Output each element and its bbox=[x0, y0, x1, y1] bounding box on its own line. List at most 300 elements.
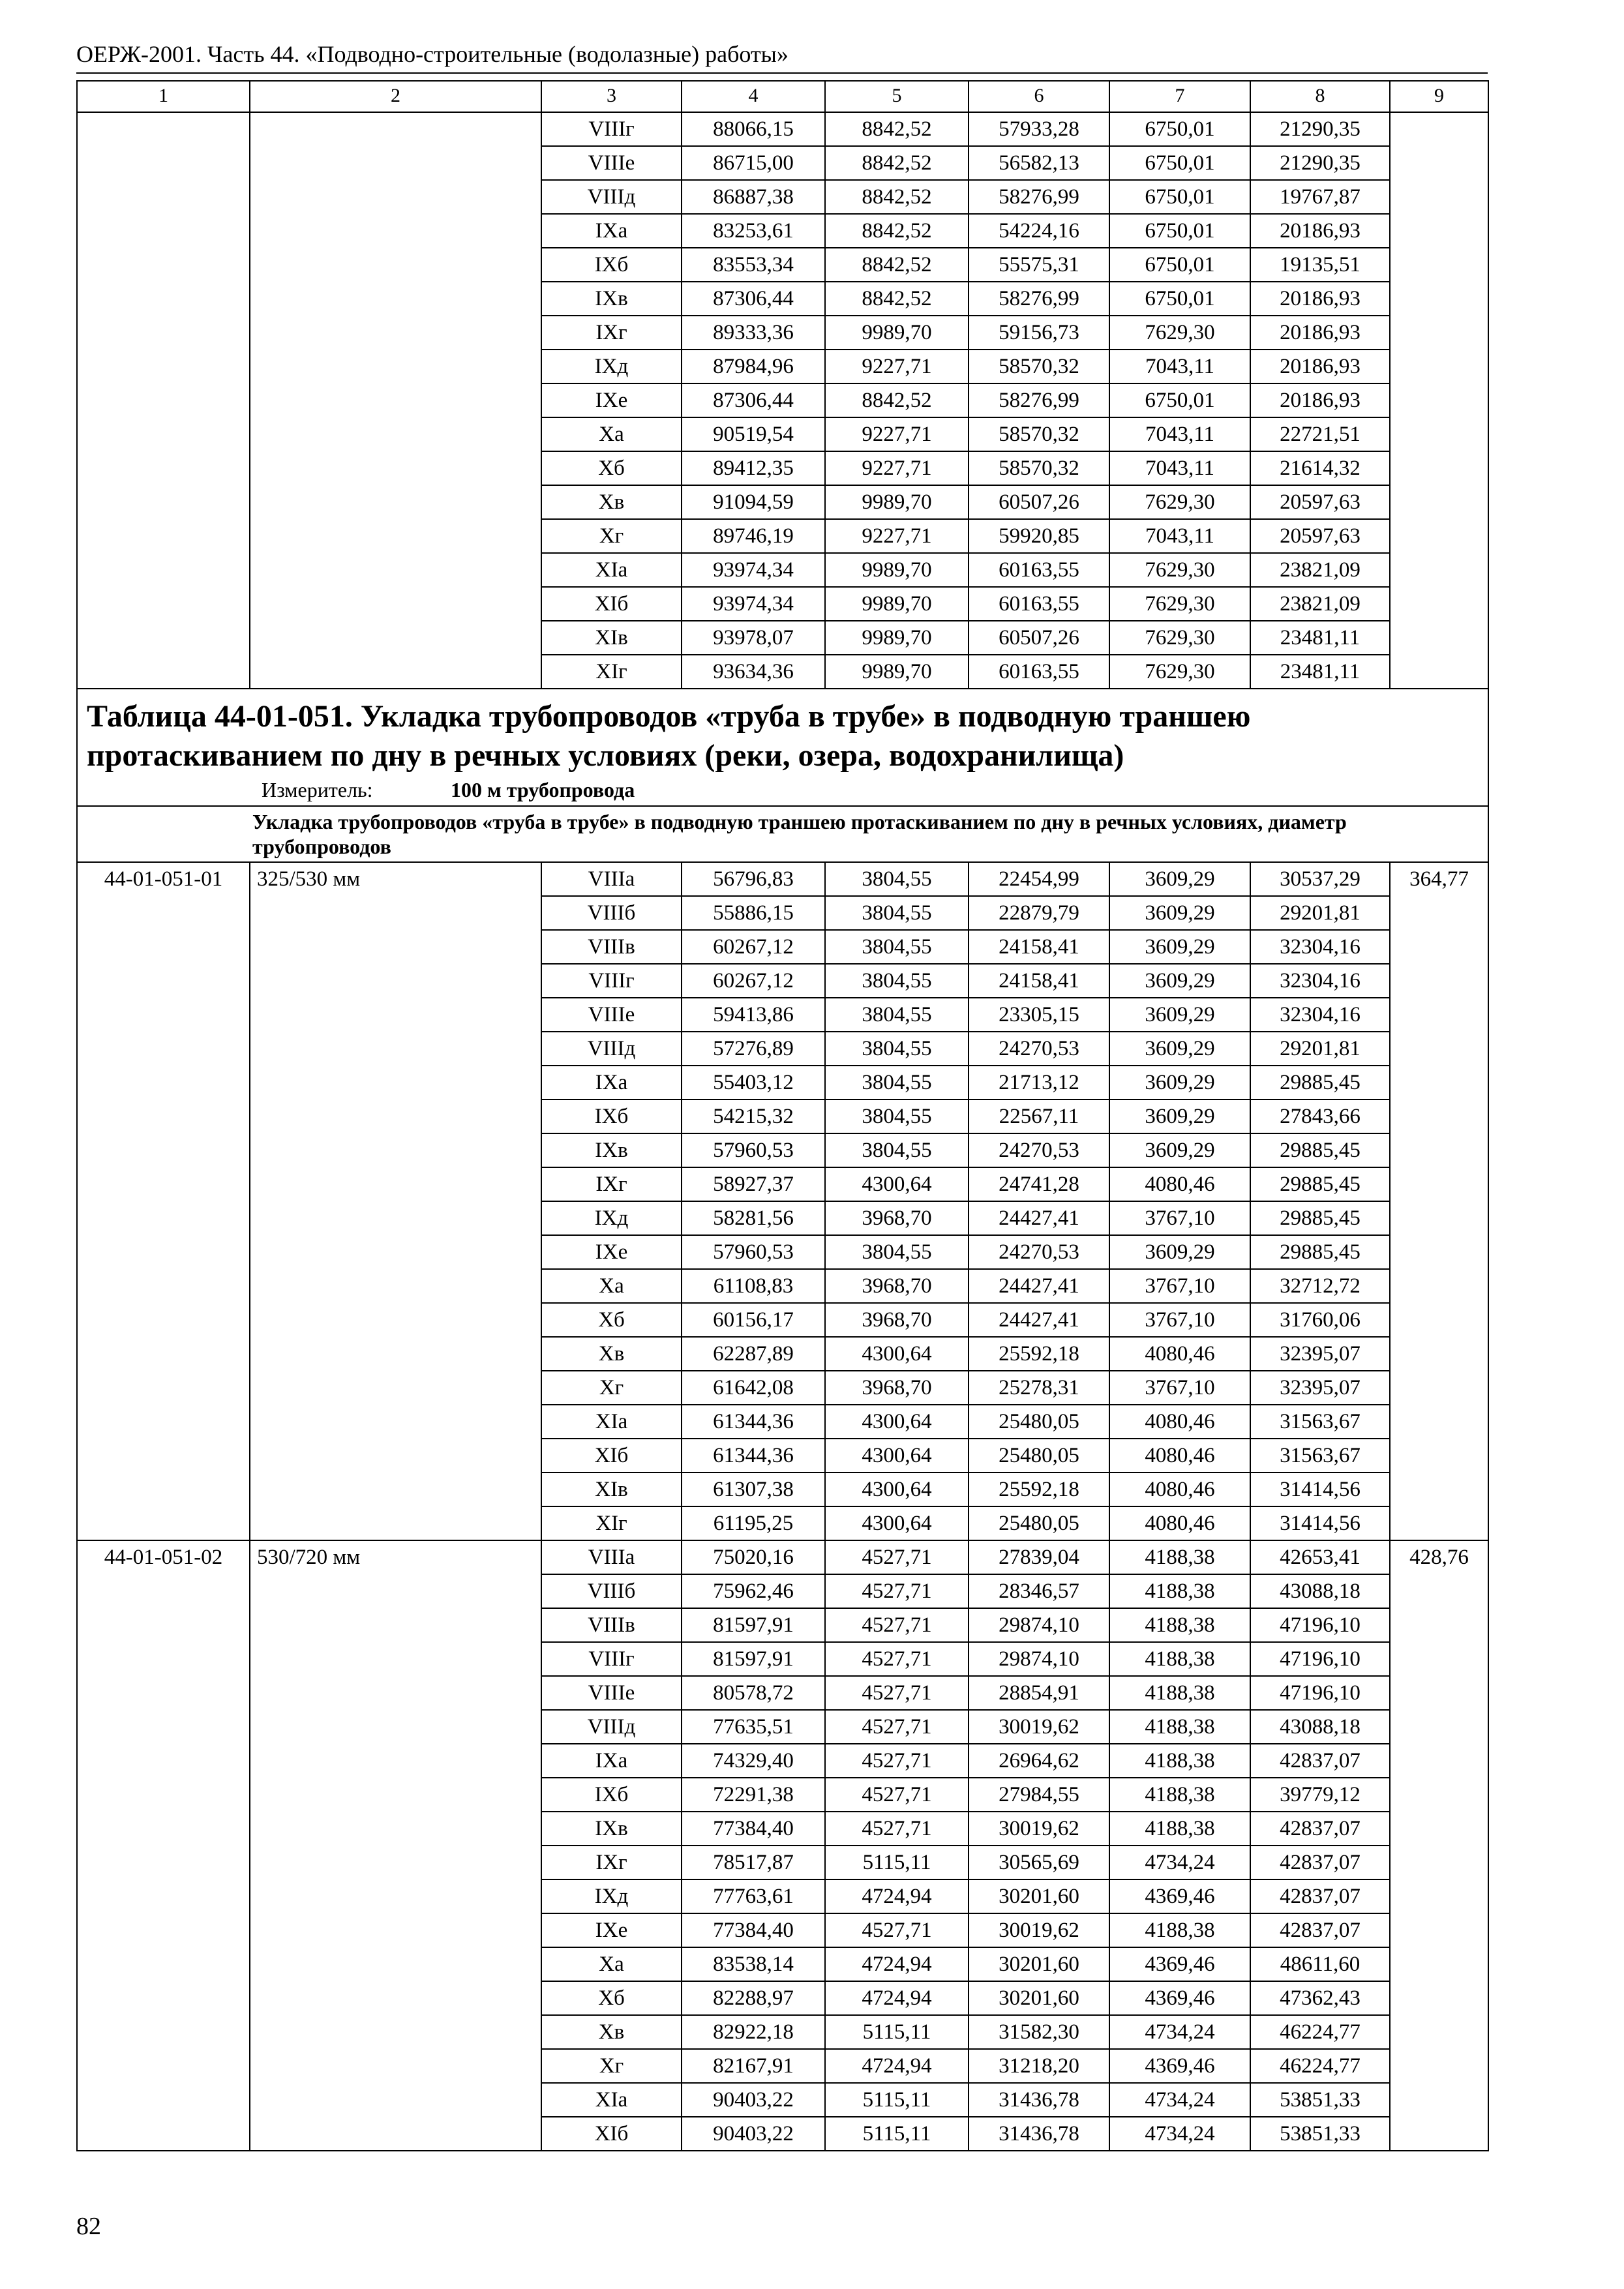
price-table-sheet bbox=[76, 80, 1488, 2151]
value-cell: 31563,67 bbox=[1250, 1405, 1390, 1439]
value-cell: 3767,10 bbox=[1109, 1269, 1250, 1303]
column-number: 2 bbox=[250, 81, 541, 112]
value-cell: 82167,91 bbox=[682, 2049, 825, 2083]
value-cell: 90403,22 bbox=[682, 2117, 825, 2151]
unit-label: Измеритель: bbox=[262, 778, 373, 801]
value-cell: 3609,29 bbox=[1109, 896, 1250, 930]
value-cell: 7043,11 bbox=[1109, 350, 1250, 383]
value-cell: 31760,06 bbox=[1250, 1303, 1390, 1337]
value-cell: 25592,18 bbox=[969, 1473, 1109, 1506]
value-cell: 29201,81 bbox=[1250, 896, 1390, 930]
value-cell: 7043,11 bbox=[1109, 519, 1250, 553]
zone-cell: VIIIг bbox=[541, 1642, 682, 1676]
rate-code: 44-01-051-01 bbox=[77, 862, 250, 1540]
table-title-cell bbox=[77, 689, 1488, 806]
value-cell: 30201,60 bbox=[969, 1981, 1109, 2015]
value-cell: 9989,70 bbox=[825, 621, 969, 655]
price-table bbox=[76, 80, 1489, 2151]
value-cell: 4527,71 bbox=[825, 1744, 969, 1778]
value-cell: 82922,18 bbox=[682, 2015, 825, 2049]
value-cell: 60507,26 bbox=[969, 621, 1109, 655]
column-number-row bbox=[77, 81, 1488, 112]
table-row bbox=[77, 112, 1488, 146]
value-cell: 82288,97 bbox=[682, 1981, 825, 2015]
value-cell: 21713,12 bbox=[969, 1066, 1109, 1100]
value-cell: 80578,72 bbox=[682, 1676, 825, 1710]
zone-cell: IXа bbox=[541, 1744, 682, 1778]
value-cell: 91094,59 bbox=[682, 485, 825, 519]
value-cell: 4734,24 bbox=[1109, 2083, 1250, 2117]
value-cell: 7043,11 bbox=[1109, 451, 1250, 485]
value-cell: 29885,45 bbox=[1250, 1167, 1390, 1201]
value-cell: 32395,07 bbox=[1250, 1337, 1390, 1371]
zone-cell: VIIIд bbox=[541, 1032, 682, 1066]
value-cell: 54215,32 bbox=[682, 1100, 825, 1133]
value-cell: 3968,70 bbox=[825, 1371, 969, 1405]
value-cell: 30019,62 bbox=[969, 1812, 1109, 1846]
zone-cell: IXа bbox=[541, 214, 682, 248]
value-cell: 61307,38 bbox=[682, 1473, 825, 1506]
value-cell: 31414,56 bbox=[1250, 1506, 1390, 1540]
value-cell: 4080,46 bbox=[1109, 1337, 1250, 1371]
value-cell: 20186,93 bbox=[1250, 214, 1390, 248]
zone-cell: IXв bbox=[541, 282, 682, 316]
zone-cell: IXе bbox=[541, 1913, 682, 1947]
value-cell: 4734,24 bbox=[1109, 2117, 1250, 2151]
value-cell: 4188,38 bbox=[1109, 1913, 1250, 1947]
value-cell: 21290,35 bbox=[1250, 112, 1390, 146]
value-cell: 3804,55 bbox=[825, 930, 969, 964]
value-cell: 25480,05 bbox=[969, 1405, 1109, 1439]
code-cell bbox=[77, 112, 250, 689]
value-cell: 89412,35 bbox=[682, 451, 825, 485]
value-cell: 4080,46 bbox=[1109, 1167, 1250, 1201]
unit-value: 100 м трубопровода bbox=[451, 778, 635, 801]
zone-cell: IXд bbox=[541, 350, 682, 383]
value-cell: 4527,71 bbox=[825, 1710, 969, 1744]
value-cell: 29201,81 bbox=[1250, 1032, 1390, 1066]
value-cell: 8842,52 bbox=[825, 146, 969, 180]
value-cell: 20186,93 bbox=[1250, 316, 1390, 350]
rate-code: 44-01-051-02 bbox=[77, 1540, 250, 2151]
value-cell: 31414,56 bbox=[1250, 1473, 1390, 1506]
value-cell: 4734,24 bbox=[1109, 1846, 1250, 1879]
value-cell: 25480,05 bbox=[969, 1439, 1109, 1473]
value-cell: 47196,10 bbox=[1250, 1642, 1390, 1676]
zone-cell: Xв bbox=[541, 485, 682, 519]
value-cell: 30019,62 bbox=[969, 1710, 1109, 1744]
value-cell: 24427,41 bbox=[969, 1269, 1109, 1303]
value-cell: 25592,18 bbox=[969, 1337, 1109, 1371]
value-cell: 43088,18 bbox=[1250, 1710, 1390, 1744]
value-cell: 58570,32 bbox=[969, 451, 1109, 485]
table-row bbox=[77, 862, 1488, 896]
value-cell: 4080,46 bbox=[1109, 1439, 1250, 1473]
value-cell: 42653,41 bbox=[1250, 1540, 1390, 1574]
value-cell: 60163,55 bbox=[969, 553, 1109, 587]
zone-cell: XIв bbox=[541, 1473, 682, 1506]
value-cell: 24270,53 bbox=[969, 1032, 1109, 1066]
zone-cell: XIа bbox=[541, 2083, 682, 2117]
table-title-row bbox=[77, 689, 1488, 806]
value-cell: 24270,53 bbox=[969, 1235, 1109, 1269]
col9-cell bbox=[1390, 112, 1488, 689]
value-cell: 4527,71 bbox=[825, 1676, 969, 1710]
value-cell: 77384,40 bbox=[682, 1812, 825, 1846]
value-cell: 4188,38 bbox=[1109, 1778, 1250, 1812]
value-cell: 29885,45 bbox=[1250, 1133, 1390, 1167]
value-cell: 4724,94 bbox=[825, 2049, 969, 2083]
value-cell: 53851,33 bbox=[1250, 2117, 1390, 2151]
value-cell: 3804,55 bbox=[825, 964, 969, 998]
value-cell: 4080,46 bbox=[1109, 1506, 1250, 1540]
value-cell: 23481,11 bbox=[1250, 621, 1390, 655]
zone-cell: IXб bbox=[541, 1100, 682, 1133]
value-cell: 60156,17 bbox=[682, 1303, 825, 1337]
value-cell: 42837,07 bbox=[1250, 1879, 1390, 1913]
value-cell: 77763,61 bbox=[682, 1879, 825, 1913]
zone-cell: XIв bbox=[541, 621, 682, 655]
zone-cell: Xб bbox=[541, 1303, 682, 1337]
zone-cell: VIIIе bbox=[541, 998, 682, 1032]
value-cell: 57276,89 bbox=[682, 1032, 825, 1066]
value-cell: 83538,14 bbox=[682, 1947, 825, 1981]
value-cell: 4300,64 bbox=[825, 1337, 969, 1371]
value-cell: 21614,32 bbox=[1250, 451, 1390, 485]
value-cell: 5115,11 bbox=[825, 2015, 969, 2049]
zone-cell: IXг bbox=[541, 1167, 682, 1201]
page-number: 82 bbox=[76, 2213, 101, 2240]
value-cell: 61344,36 bbox=[682, 1405, 825, 1439]
column-number: 8 bbox=[1250, 81, 1390, 112]
value-cell: 88066,15 bbox=[682, 112, 825, 146]
value-cell: 86715,00 bbox=[682, 146, 825, 180]
value-cell: 6750,01 bbox=[1109, 214, 1250, 248]
value-cell: 9989,70 bbox=[825, 553, 969, 587]
value-cell: 9227,71 bbox=[825, 519, 969, 553]
value-cell: 61195,25 bbox=[682, 1506, 825, 1540]
value-cell: 32304,16 bbox=[1250, 964, 1390, 998]
value-cell: 4527,71 bbox=[825, 1812, 969, 1846]
value-cell: 4188,38 bbox=[1109, 1642, 1250, 1676]
zone-cell: IXе bbox=[541, 1235, 682, 1269]
value-cell: 8842,52 bbox=[825, 214, 969, 248]
value-cell: 93978,07 bbox=[682, 621, 825, 655]
value-cell: 3968,70 bbox=[825, 1269, 969, 1303]
zone-cell: XIг bbox=[541, 1506, 682, 1540]
value-cell: 58570,32 bbox=[969, 417, 1109, 451]
value-cell: 4300,64 bbox=[825, 1405, 969, 1439]
value-cell: 6750,01 bbox=[1109, 282, 1250, 316]
zone-cell: VIIIа bbox=[541, 1540, 682, 1574]
value-cell: 7629,30 bbox=[1109, 587, 1250, 621]
value-cell: 60267,12 bbox=[682, 930, 825, 964]
value-cell: 30019,62 bbox=[969, 1913, 1109, 1947]
value-cell: 89333,36 bbox=[682, 316, 825, 350]
value-cell: 4369,46 bbox=[1109, 1947, 1250, 1981]
value-cell: 58927,37 bbox=[682, 1167, 825, 1201]
value-cell: 30537,29 bbox=[1250, 862, 1390, 896]
value-cell: 30565,69 bbox=[969, 1846, 1109, 1879]
value-cell: 4300,64 bbox=[825, 1439, 969, 1473]
value-cell: 20597,63 bbox=[1250, 519, 1390, 553]
value-cell: 8842,52 bbox=[825, 112, 969, 146]
value-cell: 8842,52 bbox=[825, 180, 969, 214]
value-cell: 57960,53 bbox=[682, 1235, 825, 1269]
value-cell: 7043,11 bbox=[1109, 417, 1250, 451]
value-cell: 9227,71 bbox=[825, 417, 969, 451]
value-cell: 25480,05 bbox=[969, 1506, 1109, 1540]
zone-cell: Xв bbox=[541, 1337, 682, 1371]
value-cell: 47196,10 bbox=[1250, 1608, 1390, 1642]
zone-cell: XIа bbox=[541, 1405, 682, 1439]
value-cell: 42837,07 bbox=[1250, 1913, 1390, 1947]
zone-cell: VIIIг bbox=[541, 112, 682, 146]
zone-cell: IXг bbox=[541, 316, 682, 350]
value-cell: 26964,62 bbox=[969, 1744, 1109, 1778]
value-cell: 24427,41 bbox=[969, 1303, 1109, 1337]
value-cell: 43088,18 bbox=[1250, 1574, 1390, 1608]
zone-cell: XIб bbox=[541, 587, 682, 621]
value-cell: 7629,30 bbox=[1109, 621, 1250, 655]
value-cell: 4188,38 bbox=[1109, 1574, 1250, 1608]
value-cell: 72291,38 bbox=[682, 1778, 825, 1812]
value-cell: 61108,83 bbox=[682, 1269, 825, 1303]
value-cell: 78517,87 bbox=[682, 1846, 825, 1879]
value-cell: 23481,11 bbox=[1250, 655, 1390, 689]
zone-cell: VIIIв bbox=[541, 1608, 682, 1642]
value-cell: 55403,12 bbox=[682, 1066, 825, 1100]
column-number: 6 bbox=[969, 81, 1109, 112]
zone-cell: IXа bbox=[541, 1066, 682, 1100]
pipe-diameter: 530/720 мм bbox=[250, 1540, 541, 2151]
value-cell: 7629,30 bbox=[1109, 316, 1250, 350]
value-cell: 20597,63 bbox=[1250, 485, 1390, 519]
value-cell: 81597,91 bbox=[682, 1608, 825, 1642]
value-cell: 7629,30 bbox=[1109, 655, 1250, 689]
zone-cell: Xг bbox=[541, 2049, 682, 2083]
zone-cell: XIг bbox=[541, 655, 682, 689]
value-cell: 3968,70 bbox=[825, 1303, 969, 1337]
value-cell: 4724,94 bbox=[825, 1947, 969, 1981]
value-cell: 24158,41 bbox=[969, 964, 1109, 998]
value-cell: 20186,93 bbox=[1250, 350, 1390, 383]
header-rule bbox=[76, 72, 1488, 74]
value-cell: 4188,38 bbox=[1109, 1812, 1250, 1846]
zone-cell: VIIIг bbox=[541, 964, 682, 998]
value-cell: 23821,09 bbox=[1250, 553, 1390, 587]
value-cell: 32304,16 bbox=[1250, 930, 1390, 964]
zone-cell: VIIIе bbox=[541, 146, 682, 180]
value-cell: 58276,99 bbox=[969, 282, 1109, 316]
value-cell: 32712,72 bbox=[1250, 1269, 1390, 1303]
value-cell: 74329,40 bbox=[682, 1744, 825, 1778]
value-cell: 56796,83 bbox=[682, 862, 825, 896]
zone-cell: IXв bbox=[541, 1133, 682, 1167]
value-cell: 4188,38 bbox=[1109, 1744, 1250, 1778]
value-cell: 4300,64 bbox=[825, 1473, 969, 1506]
value-cell: 9227,71 bbox=[825, 350, 969, 383]
value-cell: 61344,36 bbox=[682, 1439, 825, 1473]
value-cell: 56582,13 bbox=[969, 146, 1109, 180]
value-cell: 60163,55 bbox=[969, 587, 1109, 621]
value-cell: 3609,29 bbox=[1109, 1066, 1250, 1100]
zone-cell: XIб bbox=[541, 2117, 682, 2151]
value-cell: 9989,70 bbox=[825, 316, 969, 350]
value-cell: 46224,77 bbox=[1250, 2049, 1390, 2083]
value-cell: 20186,93 bbox=[1250, 383, 1390, 417]
section-header: Укладка трубопроводов «труба в трубе» в подводную траншею протаскиванием по дну в речных условиях, диаметр трубопроводов bbox=[252, 810, 1347, 858]
value-cell: 4527,71 bbox=[825, 1574, 969, 1608]
value-cell: 58276,99 bbox=[969, 180, 1109, 214]
value-cell: 3968,70 bbox=[825, 1201, 969, 1235]
value-cell: 4724,94 bbox=[825, 1879, 969, 1913]
value-cell: 3804,55 bbox=[825, 998, 969, 1032]
value-cell: 20186,93 bbox=[1250, 282, 1390, 316]
zone-cell: IXд bbox=[541, 1879, 682, 1913]
zone-cell: VIIIб bbox=[541, 1574, 682, 1608]
value-cell: 27843,66 bbox=[1250, 1100, 1390, 1133]
value-cell: 32395,07 bbox=[1250, 1371, 1390, 1405]
zone-cell: Xб bbox=[541, 451, 682, 485]
value-cell: 3804,55 bbox=[825, 1066, 969, 1100]
value-cell: 55575,31 bbox=[969, 248, 1109, 282]
value-cell: 6750,01 bbox=[1109, 248, 1250, 282]
value-cell: 4527,71 bbox=[825, 1540, 969, 1574]
zone-cell: IXг bbox=[541, 1846, 682, 1879]
value-cell: 3609,29 bbox=[1109, 1100, 1250, 1133]
value-cell: 4188,38 bbox=[1109, 1540, 1250, 1574]
value-cell: 4300,64 bbox=[825, 1167, 969, 1201]
zone-cell: VIIIд bbox=[541, 1710, 682, 1744]
value-cell: 90403,22 bbox=[682, 2083, 825, 2117]
value-cell: 57960,53 bbox=[682, 1133, 825, 1167]
value-cell: 6750,01 bbox=[1109, 112, 1250, 146]
value-cell: 25278,31 bbox=[969, 1371, 1109, 1405]
value-cell: 54224,16 bbox=[969, 214, 1109, 248]
value-cell: 3609,29 bbox=[1109, 862, 1250, 896]
value-cell: 24270,53 bbox=[969, 1133, 1109, 1167]
value-cell: 29885,45 bbox=[1250, 1235, 1390, 1269]
running-header: ОЕРЖ-2001. Часть 44. «Подводно-строительные (водолазные) работы» bbox=[76, 41, 789, 67]
value-cell: 3804,55 bbox=[825, 1032, 969, 1066]
zone-cell: Xг bbox=[541, 519, 682, 553]
value-cell: 29885,45 bbox=[1250, 1201, 1390, 1235]
value-cell: 22721,51 bbox=[1250, 417, 1390, 451]
value-cell: 3804,55 bbox=[825, 862, 969, 896]
table-title: Таблица 44-01-051. Укладка трубопроводов «труба в трубе» в подводную траншею протаскиванием по дну в речных условиях (реки, озера, водохранилища) bbox=[87, 699, 1251, 773]
col9-value: 428,76 bbox=[1390, 1540, 1488, 2151]
value-cell: 3804,55 bbox=[825, 896, 969, 930]
value-cell: 4188,38 bbox=[1109, 1710, 1250, 1744]
value-cell: 6750,01 bbox=[1109, 180, 1250, 214]
value-cell: 4369,46 bbox=[1109, 2049, 1250, 2083]
value-cell: 4188,38 bbox=[1109, 1676, 1250, 1710]
value-cell: 3609,29 bbox=[1109, 964, 1250, 998]
section-header-row bbox=[77, 806, 1488, 862]
value-cell: 3609,29 bbox=[1109, 1133, 1250, 1167]
value-cell: 5115,11 bbox=[825, 1846, 969, 1879]
value-cell: 86887,38 bbox=[682, 180, 825, 214]
value-cell: 4724,94 bbox=[825, 1981, 969, 2015]
value-cell: 31563,67 bbox=[1250, 1439, 1390, 1473]
zone-cell: VIIIв bbox=[541, 930, 682, 964]
zone-cell: IXе bbox=[541, 383, 682, 417]
value-cell: 3609,29 bbox=[1109, 930, 1250, 964]
value-cell: 29874,10 bbox=[969, 1642, 1109, 1676]
zone-cell: VIIIд bbox=[541, 180, 682, 214]
value-cell: 5115,11 bbox=[825, 2117, 969, 2151]
value-cell: 28346,57 bbox=[969, 1574, 1109, 1608]
value-cell: 29885,45 bbox=[1250, 1066, 1390, 1100]
name-cell bbox=[250, 112, 541, 689]
value-cell: 47362,43 bbox=[1250, 1981, 1390, 2015]
value-cell: 60507,26 bbox=[969, 485, 1109, 519]
value-cell: 9227,71 bbox=[825, 451, 969, 485]
value-cell: 83553,34 bbox=[682, 248, 825, 282]
value-cell: 60267,12 bbox=[682, 964, 825, 998]
value-cell: 75020,16 bbox=[682, 1540, 825, 1574]
value-cell: 31436,78 bbox=[969, 2117, 1109, 2151]
zone-cell: VIIIе bbox=[541, 1676, 682, 1710]
value-cell: 3609,29 bbox=[1109, 1032, 1250, 1066]
value-cell: 8842,52 bbox=[825, 282, 969, 316]
zone-cell: VIIIа bbox=[541, 862, 682, 896]
value-cell: 7629,30 bbox=[1109, 485, 1250, 519]
column-number: 7 bbox=[1109, 81, 1250, 112]
column-number: 9 bbox=[1390, 81, 1488, 112]
value-cell: 9989,70 bbox=[825, 655, 969, 689]
zone-cell: XIб bbox=[541, 1439, 682, 1473]
value-cell: 59156,73 bbox=[969, 316, 1109, 350]
value-cell: 55886,15 bbox=[682, 896, 825, 930]
value-cell: 3609,29 bbox=[1109, 998, 1250, 1032]
zone-cell: Xа bbox=[541, 1947, 682, 1981]
zone-cell: IXб bbox=[541, 1778, 682, 1812]
value-cell: 4734,24 bbox=[1109, 2015, 1250, 2049]
value-cell: 93974,34 bbox=[682, 553, 825, 587]
value-cell: 83253,61 bbox=[682, 214, 825, 248]
value-cell: 8842,52 bbox=[825, 248, 969, 282]
value-cell: 6750,01 bbox=[1109, 146, 1250, 180]
value-cell: 93974,34 bbox=[682, 587, 825, 621]
value-cell: 31436,78 bbox=[969, 2083, 1109, 2117]
value-cell: 19135,51 bbox=[1250, 248, 1390, 282]
value-cell: 58570,32 bbox=[969, 350, 1109, 383]
value-cell: 4527,71 bbox=[825, 1913, 969, 1947]
value-cell: 9989,70 bbox=[825, 485, 969, 519]
value-cell: 19767,87 bbox=[1250, 180, 1390, 214]
value-cell: 42837,07 bbox=[1250, 1812, 1390, 1846]
table-row bbox=[77, 1540, 1488, 1574]
unit-line bbox=[87, 777, 1479, 803]
value-cell: 22454,99 bbox=[969, 862, 1109, 896]
value-cell: 24158,41 bbox=[969, 930, 1109, 964]
col9-value: 364,77 bbox=[1390, 862, 1488, 1540]
value-cell: 81597,91 bbox=[682, 1642, 825, 1676]
value-cell: 4080,46 bbox=[1109, 1405, 1250, 1439]
zone-cell: XIа bbox=[541, 553, 682, 587]
zone-cell: Xв bbox=[541, 2015, 682, 2049]
value-cell: 28854,91 bbox=[969, 1676, 1109, 1710]
value-cell: 3609,29 bbox=[1109, 1235, 1250, 1269]
value-cell: 61642,08 bbox=[682, 1371, 825, 1405]
value-cell: 77635,51 bbox=[682, 1710, 825, 1744]
value-cell: 31582,30 bbox=[969, 2015, 1109, 2049]
value-cell: 3767,10 bbox=[1109, 1303, 1250, 1337]
value-cell: 4527,71 bbox=[825, 1778, 969, 1812]
value-cell: 4527,71 bbox=[825, 1642, 969, 1676]
